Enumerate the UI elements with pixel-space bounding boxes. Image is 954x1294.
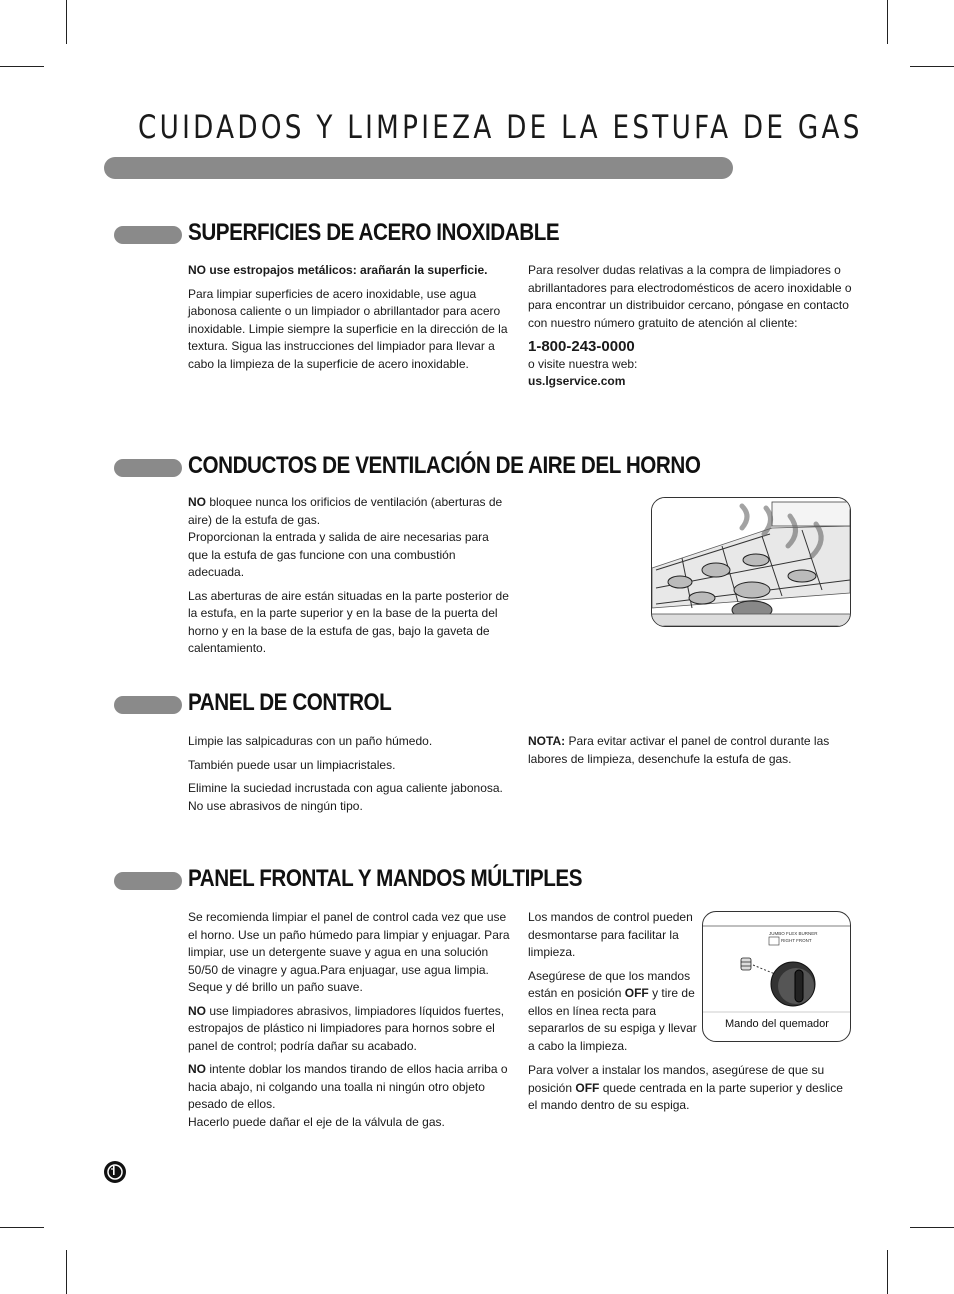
crop-mark	[66, 1250, 67, 1294]
lg-logo-icon	[104, 1161, 126, 1183]
control-right-column	[528, 733, 850, 774]
lg-logo	[104, 1161, 126, 1183]
svg-text:LG: LG	[115, 1182, 117, 1183]
control-note: NOTA: Para evitar activar el panel de control durante las labores de limpieza, desenchufe la estufa de gas.	[528, 734, 830, 766]
web-label: o visite nuestra web:	[528, 356, 638, 371]
control-left-column	[188, 733, 510, 821]
ventilacion-column	[188, 494, 510, 664]
control-p1: Limpie las salpicaduras con un paño húmedo.	[188, 734, 433, 748]
figure-label-2: RIGHT FRONT	[781, 938, 812, 943]
frontal-right-p2: Asegúrese de que los mandos están en posición OFF y tire de ellos en línea recta para separarlos de su espiga y llevar a cabo la limpieza.	[528, 968, 697, 1053]
crop-mark	[910, 66, 954, 67]
frontal-p3b: Hacerlo puede dañar el eje de la válvula de gas.	[188, 1114, 445, 1129]
ventilacion-p1: NO bloquee nunca los orificios de ventilación (aberturas de aire) de la estufa de gas.	[188, 495, 503, 527]
frontal-right-p1: Los mandos de control pueden desmontarse para facilitar la limpieza.	[528, 910, 693, 959]
page-title: CUIDADOS Y LIMPIEZA DE LA ESTUFA DE GAS	[138, 108, 863, 146]
crop-mark	[66, 0, 67, 44]
acero-contact-text: Para resolver dudas relativas a la compra de limpiadores o abrillantadores para electrodomésticos de acero inoxidable o para encontrar un distribuidor cercano, póngase en contacto con nuestro número gratuito de atención al cliente:	[528, 263, 852, 330]
title-underline-bar	[104, 157, 733, 179]
frontal-p2: NO use limpiadores abrasivos, limpiadores líquidos fuertes, estropajos de plástico ni limpiadores para hornos sobre el panel de control; podría dañar su acabado.	[188, 1003, 505, 1053]
section-marker	[114, 696, 182, 714]
figure-label-1: JUMBO FLEX BURNER	[769, 931, 818, 936]
frontal-right-bottom	[528, 1062, 852, 1121]
frontal-p3: NO intente doblar los mandos tirando de ellos hacia arriba o hacia abajo, ni colgando una toalla ni ningún otro objeto pesado de ellos.	[188, 1062, 508, 1111]
burner-knob-illustration	[702, 911, 851, 1042]
section-marker	[114, 226, 182, 244]
frontal-p1: Se recomienda limpiar el panel de control cada vez que use el horno. Use un paño húmedo para limpiar y enjuagar. Para limpiar, use un detergente suave y agua en una solución 50/50 de vinagre y agua.Para enjuagar, use agua limpia. Seque y dé brillo un paño suave.	[188, 910, 510, 994]
acero-instructions: Para limpiar superficies de acero inoxidable, use agua jabonosa caliente o un limpiador o abrillantador para acero inoxidable. Limpie siempre la superficie en la dirección de la textura. Sigua las instrucciones del limpiador para llevar a cabo la limpieza de la superficie de acero inoxidable.	[188, 286, 508, 371]
ventilacion-p1b: Proporcionan la entrada y salida de aire necesarias para que la estufa de gas funcione con una combustión adecuada.	[188, 530, 489, 579]
crop-mark	[0, 1227, 44, 1228]
ventilacion-p2: Las aberturas de aire están situadas en la parte posterior de la estufa, en la parte superior y en la base de la puerta del horno y en la base de la estufa de gas, bajo la gaveta de calentamiento.	[188, 588, 509, 655]
web-address[interactable]: us.lgservice.com	[528, 374, 626, 388]
section-heading-ventilacion: CONDUCTOS DE VENTILACIÓN DE AIRE DEL HORNO	[188, 452, 701, 479]
stove-illustration	[652, 498, 850, 626]
acero-warning: NO use estropajos metálicos: arañarán la superficie.	[188, 263, 488, 277]
frontal-right-top	[528, 909, 700, 1061]
frontal-right-p3: Para volver a instalar los mandos, asegúrese de que su posición OFF quede centrada en la parte superior y deslice el mando dentro de su espiga.	[528, 1063, 843, 1112]
figure-caption: Mando del quemador	[725, 1018, 829, 1030]
crop-mark	[910, 1227, 954, 1228]
frontal-left-column	[188, 909, 512, 1137]
section-heading-frontal: PANEL FRONTAL Y MANDOS MÚLTIPLES	[188, 865, 583, 892]
acero-left-column	[188, 262, 512, 379]
control-p3: Elimine la suciedad incrustada con agua caliente jabonosa. No use abrasivos de ningún tipo.	[188, 781, 503, 813]
crop-mark	[887, 0, 888, 44]
stove-vent-illustration	[651, 497, 851, 627]
section-heading-acero: SUPERFICIES DE ACERO INOXIDABLE	[188, 219, 560, 246]
crop-mark	[0, 66, 44, 67]
section-marker	[114, 459, 182, 477]
control-p2: También puede usar un limpiacristales.	[188, 757, 396, 772]
phone-number: 1-800-243-0000	[528, 338, 635, 355]
crop-mark	[887, 1250, 888, 1294]
section-marker	[114, 872, 182, 890]
acero-right-column	[528, 262, 854, 391]
section-heading-control: PANEL DE CONTROL	[188, 689, 392, 716]
